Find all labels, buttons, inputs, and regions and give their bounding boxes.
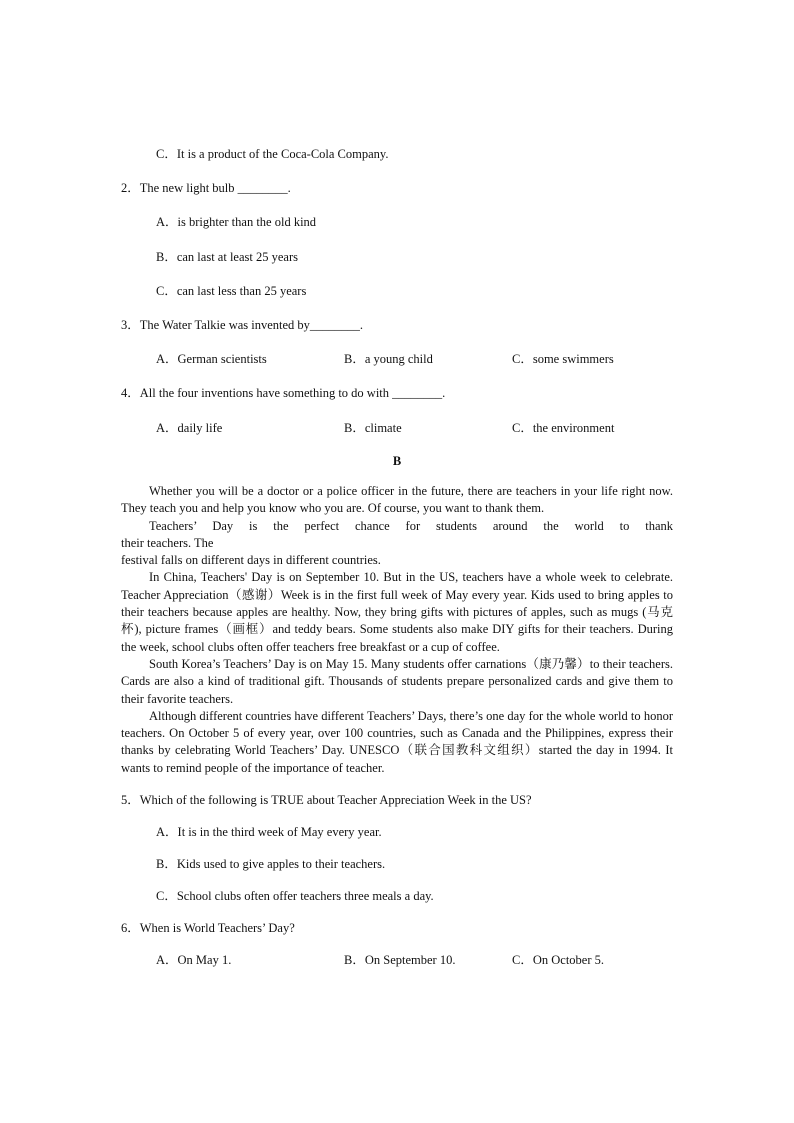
passage-paragraph-2-line-1: Teachers’ Day is the perfect chance for students around the world to thank bbox=[149, 518, 673, 533]
q2-option-a: A．is brighter than the old kind bbox=[156, 215, 317, 229]
q4-option-b: B．climate bbox=[344, 421, 402, 435]
q6-option-b: B．On September 10. bbox=[344, 953, 456, 967]
q5-option-a: A．It is in the third week of May every year. bbox=[156, 825, 382, 839]
section-b-heading: B bbox=[392, 454, 402, 468]
q6-stem: 6．When is World Teachers’ Day? bbox=[121, 921, 295, 935]
q4-option-a: A．daily life bbox=[156, 421, 223, 435]
passage-paragraph-2-line-3: festival falls on different days in different countries. bbox=[121, 553, 381, 568]
passage-paragraph-2-line-2: their teachers. The bbox=[121, 535, 214, 550]
q3-option-c: C．some swimmers bbox=[512, 352, 614, 366]
q1-option-c: C．It is a product of the Coca-Cola Company. bbox=[156, 147, 389, 161]
q3-option-b: B．a young child bbox=[344, 352, 433, 366]
q3-option-a: A．German scientists bbox=[156, 352, 267, 366]
q6-option-c: C．On October 5. bbox=[512, 953, 604, 967]
passage-b bbox=[121, 483, 673, 777]
q3-stem: 3．The Water Talkie was invented by________. bbox=[121, 318, 364, 332]
q5-option-b: B．Kids used to give apples to their teachers. bbox=[156, 857, 386, 871]
q5-stem: 5．Which of the following is TRUE about Teacher Appreciation Week in the US? bbox=[121, 793, 532, 807]
passage-paragraph-2 bbox=[121, 518, 673, 570]
q4-stem: 4．All the four inventions have something to do with ________. bbox=[121, 386, 446, 400]
passage-paragraph-4: South Korea’s Teachers’ Day is on May 15. Many students offer carnations（康乃馨）to their teachers. Cards are also a kind of traditional gift. Thousands of students prepare personalized cards and give them to their favorite teachers. bbox=[121, 656, 673, 706]
passage-paragraph-5: Although different countries have different Teachers’ Days, there’s one day for the whole world to honor teachers. On October 5 of every year, over 100 countries, such as Canada and the Philippines, express their thanks by celebrating World Teachers’ Day. UNESCO（联合国教科文组织）started the day in 1994. It wants to remind people of the importance of teacher. bbox=[121, 708, 673, 775]
passage-paragraph-1: Whether you will be a doctor or a police officer in the future, there are teachers in your life right now. They teach you and help you know who you are. Of course, you want to thank them. bbox=[121, 484, 673, 516]
q6-option-a: A．On May 1. bbox=[156, 953, 232, 967]
q2-option-c: C．can last less than 25 years bbox=[156, 284, 307, 298]
q2-stem: 2．The new light bulb ________. bbox=[121, 181, 291, 195]
passage-paragraph-3: In China, Teachers' Day is on September 10. But in the US, teachers have a whole week to celebrate. Teacher Appreciation（感谢）Week is in the first full week of May every year. Kids used to bring apples to their teachers because apples are healthy. Now, they bring gifts with pictures of apples, such as mugs (马克杯), picture frames（画框）and teddy bears. Some students also make DIY gifts for their teachers. During the week, school clubs often offer teachers free breakfast or a cup of coffee. bbox=[121, 570, 673, 654]
q4-option-c: C．the environment bbox=[512, 421, 615, 435]
q2-option-b: B．can last at least 25 years bbox=[156, 250, 298, 264]
q5-option-c: C．School clubs often offer teachers three meals a day. bbox=[156, 889, 434, 903]
